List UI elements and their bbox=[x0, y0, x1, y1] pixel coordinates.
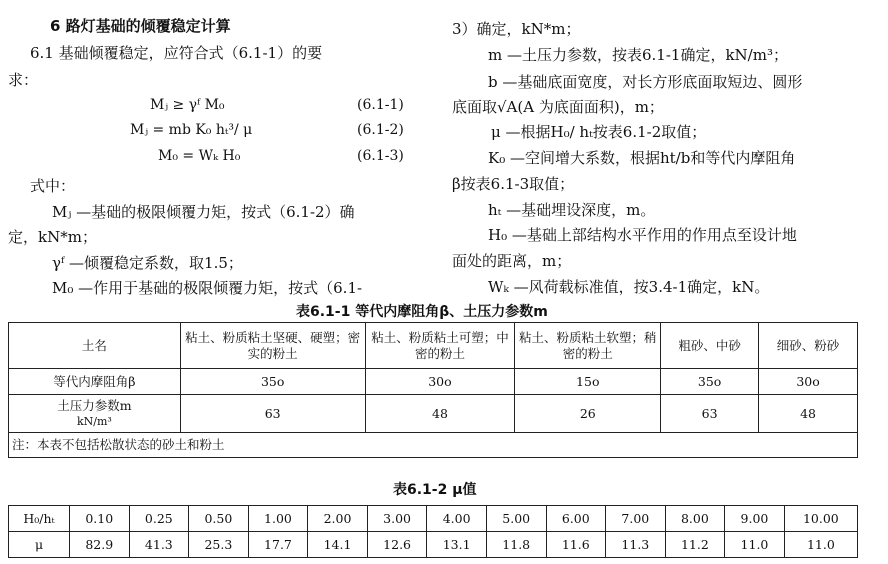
definition-b-cont: 底面取√A(A 为底面面积)，m； bbox=[452, 98, 664, 116]
table-cell: 8.00 bbox=[665, 506, 725, 532]
table-cell: 13.1 bbox=[427, 532, 487, 558]
table-6-1-1 bbox=[8, 322, 858, 458]
table-cell: 3.00 bbox=[367, 506, 427, 532]
table-cell: 11.3 bbox=[606, 532, 666, 558]
table-cell: 14.1 bbox=[308, 532, 368, 558]
table-cell: 11.0 bbox=[784, 532, 857, 558]
definition-h0-cont: 面处的距离，m； bbox=[452, 252, 572, 270]
table-cell: 9.00 bbox=[725, 506, 785, 532]
table-cell: 11.2 bbox=[665, 532, 725, 558]
table-cell: 4.00 bbox=[427, 506, 487, 532]
table-cell: 35o bbox=[180, 369, 365, 395]
definition-h0: H₀ —基础上部结构水平作用的作用点至设计地 bbox=[488, 226, 797, 244]
definition-m: m —土压力参数，按表6.1-1确定，kN/m³； bbox=[488, 46, 788, 64]
section-title: 6 路灯基础的倾覆稳定计算 bbox=[50, 17, 231, 35]
table-cell: 17.7 bbox=[248, 532, 308, 558]
table-6-1-2 bbox=[8, 505, 858, 558]
table-cell: 30o bbox=[759, 369, 858, 395]
table-row-label bbox=[9, 395, 181, 433]
clause-text: 6.1 基础倾覆稳定，应符合式（6.1-1）的要 bbox=[30, 44, 323, 62]
table-header-cell: 细砂、粉砂 bbox=[759, 323, 858, 369]
table-cell: 48 bbox=[759, 395, 858, 433]
table-cell: 15o bbox=[515, 369, 661, 395]
table-header-cell: 粘土、粉质粘土坚硬、硬塑；密实的粉土 bbox=[180, 323, 365, 369]
table-cell: 11.8 bbox=[486, 532, 546, 558]
definition-k0: K₀ —空间增大系数，根据ht/b和等代内摩阻角 bbox=[488, 149, 796, 167]
table-cell: 0.10 bbox=[70, 506, 130, 532]
definition-mu: μ —根据H₀/ hₜ按表6.1-2取值； bbox=[491, 123, 707, 141]
table2-caption: 表6.1-2 μ值 bbox=[393, 482, 477, 498]
table-cell: 7.00 bbox=[606, 506, 666, 532]
table-cell: 0.50 bbox=[189, 506, 249, 532]
table-header-cell: 粘土、粉质粘土软塑；稍密的粉土 bbox=[515, 323, 661, 369]
definition-b: b —基础底面宽度，对长方形底面取短边、圆形 bbox=[488, 73, 803, 91]
table-cell: 2.00 bbox=[308, 506, 368, 532]
table-cell: 12.6 bbox=[367, 532, 427, 558]
formula-6-1-2: Mⱼ = mb K₀ hₜ³/ μ bbox=[130, 122, 253, 138]
table-header-cell: 土名 bbox=[9, 323, 181, 369]
table-cell: 30o bbox=[365, 369, 515, 395]
table-header-cell: 粗砂、中砂 bbox=[661, 323, 759, 369]
definition-k0-cont: β按表6.1-3取值； bbox=[452, 175, 575, 193]
table-cell: 6.00 bbox=[546, 506, 606, 532]
table-row-label: 等代内摩阻角β bbox=[9, 369, 181, 395]
definition-ht: hₜ —基础埋设深度，m。 bbox=[488, 201, 656, 219]
definition-gamma: γᶠ —倾覆稳定系数，取1.5； bbox=[52, 254, 243, 272]
definition-m0-cont: 3）确定，kN*m； bbox=[452, 20, 581, 38]
table-cell: 63 bbox=[180, 395, 365, 433]
table-row-label-unit: kN/m³ bbox=[76, 414, 112, 428]
definition-mj: Mⱼ —基础的极限倾覆力矩，按式（6.1-2）确 bbox=[52, 203, 355, 221]
table-cell: 0.25 bbox=[129, 506, 189, 532]
table-cell: 82.9 bbox=[70, 532, 130, 558]
table-cell: 35o bbox=[661, 369, 759, 395]
table-cell: 63 bbox=[661, 395, 759, 433]
formula-number: (6.1-3) bbox=[357, 148, 404, 164]
table-cell: 26 bbox=[515, 395, 661, 433]
definition-m0: M₀ —作用于基础的极限倾覆力矩，按式（6.1- bbox=[52, 279, 363, 297]
definition-wk: Wₖ —风荷载标准值，按3.4-1确定，kN。 bbox=[488, 278, 770, 296]
table-cell: 41.3 bbox=[129, 532, 189, 558]
clause-text-cont: 求： bbox=[8, 71, 39, 89]
table-row-label-text: 土压力参数m bbox=[57, 397, 132, 413]
table-cell: 25.3 bbox=[189, 532, 249, 558]
definition-mj-cont: 定，kN*m； bbox=[8, 228, 97, 246]
formula-6-1-1: Mⱼ ≥ γᶠ M₀ bbox=[150, 97, 225, 113]
table-cell: 11.0 bbox=[725, 532, 785, 558]
table-note: 注：本表不包括松散状态的砂土和粉土 bbox=[9, 433, 858, 458]
table-row-label: H₀/hₜ bbox=[9, 506, 70, 532]
table-cell: 48 bbox=[365, 395, 515, 433]
where-label: 式中： bbox=[30, 177, 76, 195]
table-cell: 11.6 bbox=[546, 532, 606, 558]
table1-caption: 表6.1-1 等代内摩阻角β、土压力参数m bbox=[296, 304, 548, 320]
formula-number: (6.1-1) bbox=[357, 97, 404, 113]
formula-number: (6.1-2) bbox=[357, 122, 404, 138]
table-cell: 10.00 bbox=[784, 506, 857, 532]
table-header-cell: 粘土、粉质粘土可塑；中密的粉土 bbox=[365, 323, 515, 369]
formula-6-1-3: M₀ = Wₖ H₀ bbox=[158, 148, 241, 164]
table-row-label: μ bbox=[9, 532, 70, 558]
table-cell: 1.00 bbox=[248, 506, 308, 532]
table-cell: 5.00 bbox=[486, 506, 546, 532]
